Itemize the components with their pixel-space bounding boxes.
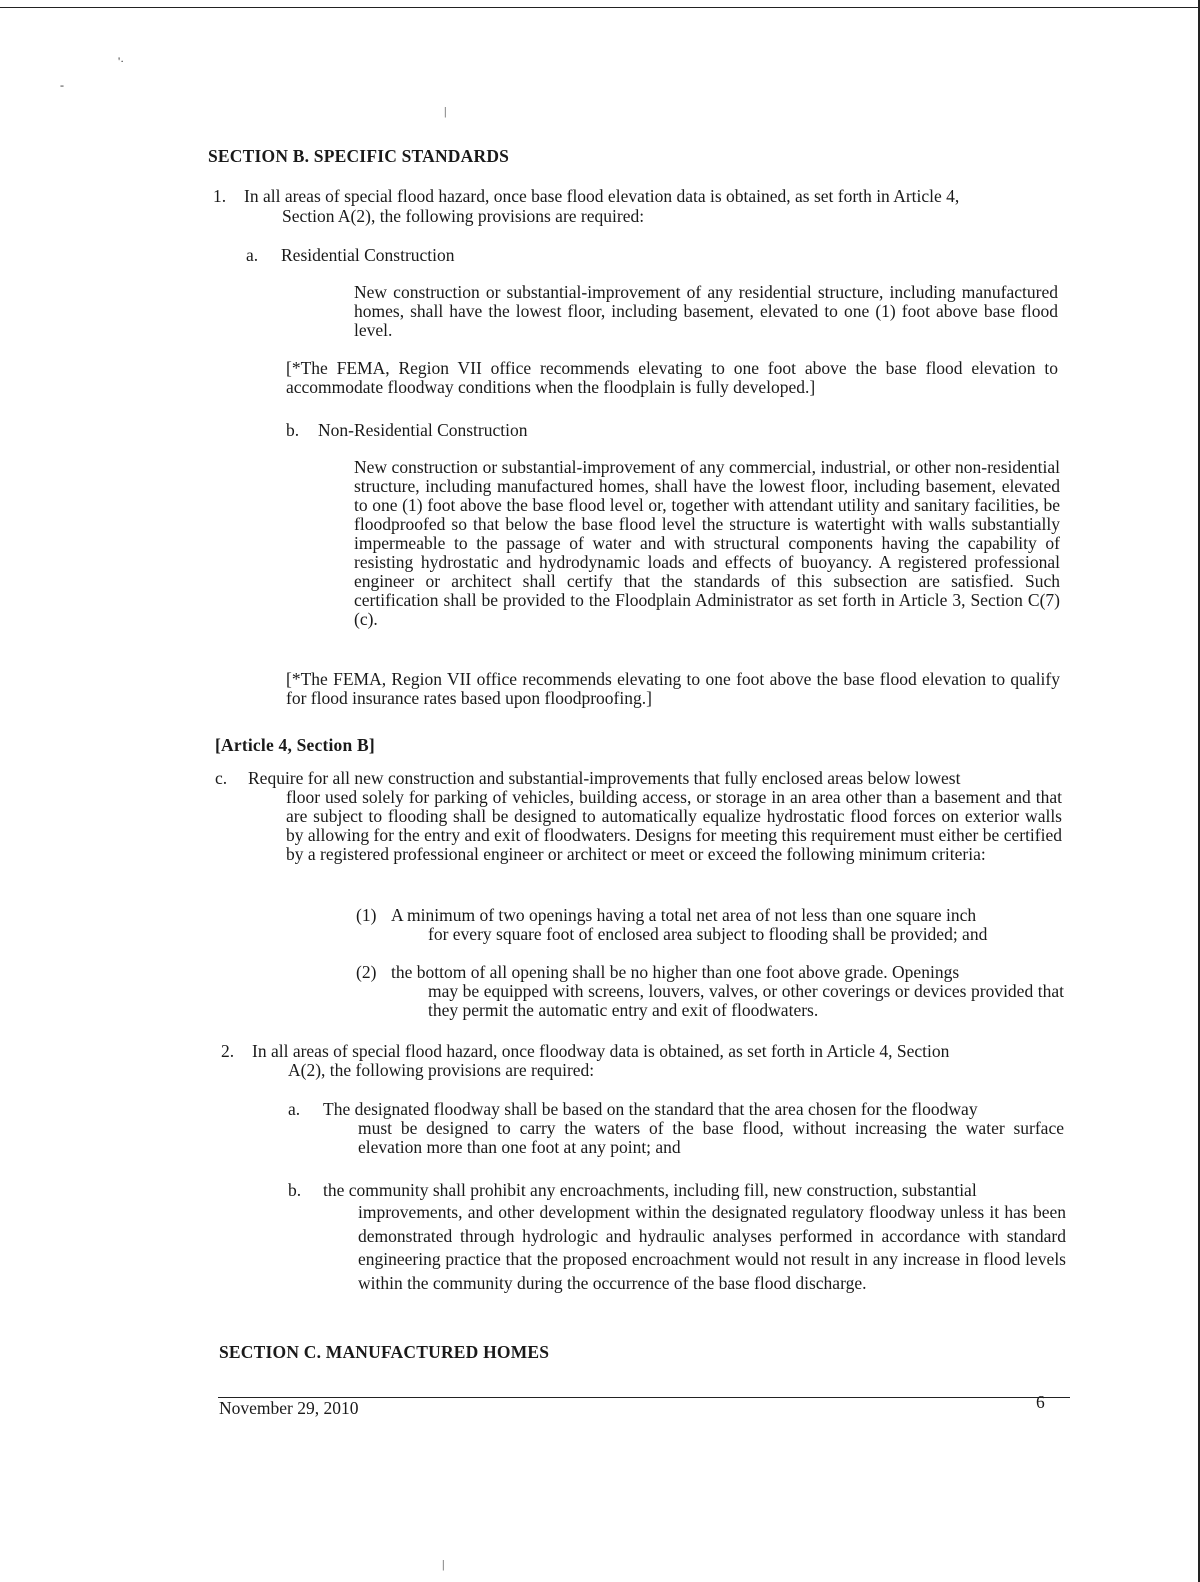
scan-edge-top [0, 0, 1200, 8]
item-2-number: 2. [221, 1041, 235, 1061]
item-2-first-line: In all areas of special flood hazard, once floodway data is obtained, as set forth in Article 4, Section [252, 1041, 950, 1061]
item-2-text: A(2), the following provisions are required: [288, 1060, 595, 1080]
item-1-first-line: In all areas of special flood hazard, once base flood elevation data is obtained, as set forth in Article 4, [244, 186, 960, 206]
item-1-text: Section A(2), the following provisions are required: [282, 206, 645, 226]
item-a-fema-note: [*The FEMA, Region VII office recommends elevating to one foot above the base flood elevation to accommodate floodway conditions when the floodplain is fully developed.] [286, 358, 1058, 397]
section-c-heading: SECTION C. MANUFACTURED HOMES [219, 1342, 550, 1362]
item-c-first-line: Require for all new construction and substantial-improvements that fully enclosed areas below lowest [248, 768, 961, 788]
item-b-body: New construction or substantial-improvement of any commercial, industrial, or other non-residential structure, including manufactured homes, shall have the lowest floor, including basement, elevated to one (1) foot above the base flood level or, together with attendant utility and sanitary facilities, be floodproofed so that below the base flood level the structure is watertight with walls substantially impermeable to the passage of water and with structural components having the capability of resisting hydrostatic and hydrodynamic loads and effects of buoyancy. A registered professional engineer or architect shall certify that the standards of this subsection are satisfied. Such certification shall be provided to the Floodplain Administrator as set forth in Article 3, Section C(7) (c). [354, 457, 1060, 629]
page-number: 6 [1036, 1392, 1045, 1412]
item-2a-letter: a. [288, 1099, 301, 1119]
criteria-2-first-line: the bottom of all opening shall be no higher than one foot above grade. Openings [391, 962, 960, 982]
criteria-2-number: (2) [356, 962, 377, 982]
scan-speck: | [442, 1557, 445, 1571]
item-1-number: 1. [213, 186, 227, 206]
item-a-title: Residential Construction [281, 245, 455, 265]
item-b-title: Non-Residential Construction [318, 420, 528, 440]
scan-speck: '· [118, 54, 125, 68]
item-2b-first-line: the community shall prohibit any encroachments, including fill, new construction, substantial [323, 1180, 977, 1200]
criteria-1-number: (1) [356, 905, 377, 925]
item-2a-text: must be designed to carry the waters of the base flood, without increasing the water surface elevation more than one foot at any point; and [358, 1118, 1064, 1157]
criteria-1-first-line: A minimum of two openings having a total net area of not less than one square inch [391, 905, 977, 925]
item-b-letter: b. [286, 420, 300, 440]
item-2a-first-line: The designated floodway shall be based on the standard that the area chosen for the floodway [323, 1099, 978, 1119]
scan-speck: - [60, 78, 64, 92]
item-a-body: New construction or substantial-improvement of any residential structure, including manufactured homes, shall have the lowest floor, including basement, elevated to one (1) foot above base flood level. [354, 282, 1058, 340]
item-2b-text: improvements, and other development within the designated regulatory floodway unless it has been demonstrated through hydrologic and hydraulic analyses performed in accordance with standard engineering practice that the proposed encroachment would not result in any increase in flood levels within the community during the occurrence of the base flood discharge. [358, 1202, 1066, 1293]
item-a-letter: a. [246, 245, 259, 265]
item-2b-letter: b. [288, 1180, 302, 1200]
footer-date: November 29, 2010 [219, 1398, 359, 1418]
section-b-heading: SECTION B. SPECIFIC STANDARDS [208, 146, 510, 166]
criteria-1-text: for every square foot of enclosed area subject to flooding shall be provided; and [428, 924, 988, 944]
item-b-fema-note: [*The FEMA, Region VII office recommends elevating to one foot above the base flood elevation to qualify for flood insurance rates based upon floodproofing.] [286, 669, 1060, 708]
article-reference: [Article 4, Section B] [215, 735, 375, 755]
item-c-body: floor used solely for parking of vehicles, building access, or storage in an area other than a basement and that are subject to flooding shall be designed to automatically equalize hydrostatic flood forces on exterior walls by allowing for the entry and exit of floodwaters. Designs for meeting this requirement must either be certified by a registered professional engineer or architect or meet or exceed the following minimum criteria: [286, 787, 1062, 864]
scan-speck: | [444, 104, 447, 118]
item-c-letter: c. [215, 768, 228, 788]
criteria-2-text: may be equipped with screens, louvers, valves, or other coverings or devices provided that they permit the automatic entry and exit of floodwaters. [428, 981, 1064, 1020]
